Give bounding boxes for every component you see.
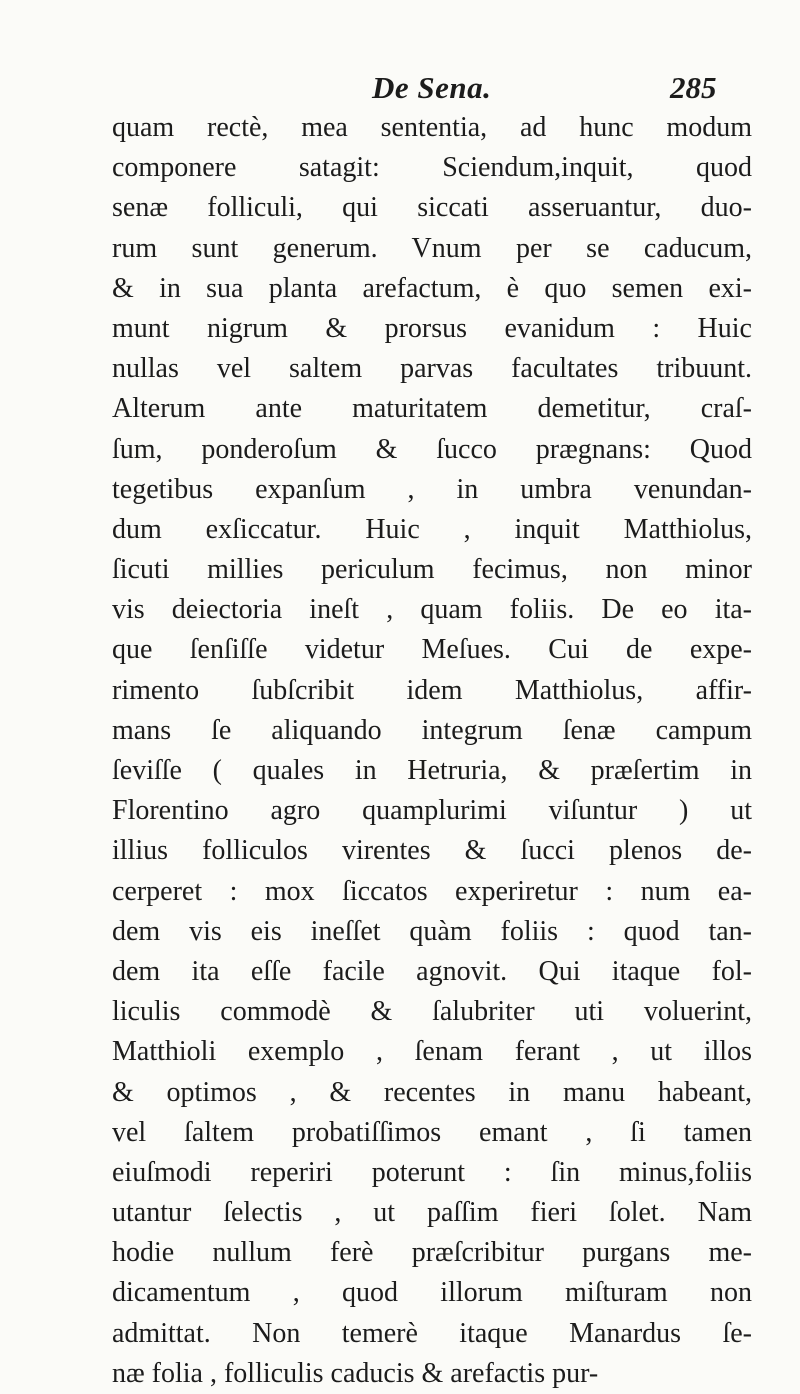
text-line: ſum, ponderoſum & ſucco prægnans: Quod [112, 433, 752, 465]
page-number: 285 [670, 70, 717, 105]
body-text [112, 108, 752, 1394]
text-line: rimento ſubſcribit idem Matthiolus, affir- [112, 674, 752, 706]
text-line: næ folia , folliculis caducis & arefactis pur- [112, 1357, 599, 1389]
text-line: Alterum ante maturitatem demetitur, craſ- [112, 393, 752, 425]
text-line: Florentino agro quamplurimi viſuntur ) ut [112, 795, 752, 827]
text-line: dem vis eis ineſſet quàm foliis : quod tan- [112, 915, 752, 947]
text-line: nullas vel saltem parvas facultates tribuunt. [112, 353, 752, 385]
text-line: Matthioli exemplo , ſenam ferant , ut illos [112, 1036, 752, 1068]
text-line: hodie nullum ferè prӕſcribitur purgans me- [112, 1237, 752, 1269]
text-line: dem ita eſſe facile agnovit. Qui itaque fol- [112, 955, 752, 987]
text-line: tegetibus expanſum , in umbra venundan- [112, 473, 752, 505]
text-line: vis deiectoria ineſt , quam foliis. De eo ita- [112, 594, 752, 626]
text-line: utantur ſelectis , ut paſſim fieri ſolet. Nam [112, 1197, 752, 1229]
text-line: cerperet : mox ſiccatos experiretur : num ea- [112, 875, 752, 907]
text-line: rum sunt generum. Vnum per se caducum, [112, 232, 752, 264]
text-line: vel ſaltem probatiſſimos emant , ſi tamen [112, 1116, 752, 1148]
text-line: mans ſe aliquando integrum ſenæ campum [112, 714, 752, 746]
text-line: componere satagit: Sciendum,inquit, quod [112, 152, 752, 184]
text-line: & in sua planta arefactum, è quo semen exi- [112, 272, 752, 304]
running-head-title: De Sena. [372, 70, 492, 105]
text-line: que ſenſiſſe videtur Meſues. Cui de expe- [112, 634, 752, 666]
text-line: ſicuti millies periculum fecimus, non minor [112, 554, 752, 586]
text-line: admittat. Non temerè itaque Manardus ſe- [112, 1317, 752, 1349]
text-line: senæ folliculi, qui siccati asseruantur, duo- [112, 192, 752, 224]
text-line: dum exſiccatur. Huic , inquit Matthiolus, [112, 513, 752, 545]
text-line: dicamentum , quod illorum miſturam non [112, 1277, 752, 1309]
text-line: quam rectè, mea sententia, ad hunc modum [112, 112, 752, 143]
running-head [0, 70, 800, 110]
text-line: & optimos , & recentes in manu habeant, [112, 1076, 752, 1108]
text-line: ſeviſſe ( quales in Hetruria, & prӕſertim in [112, 755, 752, 786]
text-line: eiuſmodi reperiri poterunt : ſin minus,foliis [112, 1156, 752, 1188]
text-line: munt nigrum & prorsus evanidum : Huic [112, 312, 752, 344]
text-line: liculis commodè & ſalubriter uti voluerint, [112, 996, 752, 1028]
text-line: illius folliculos virentes & ſucci plenos de- [112, 835, 752, 867]
